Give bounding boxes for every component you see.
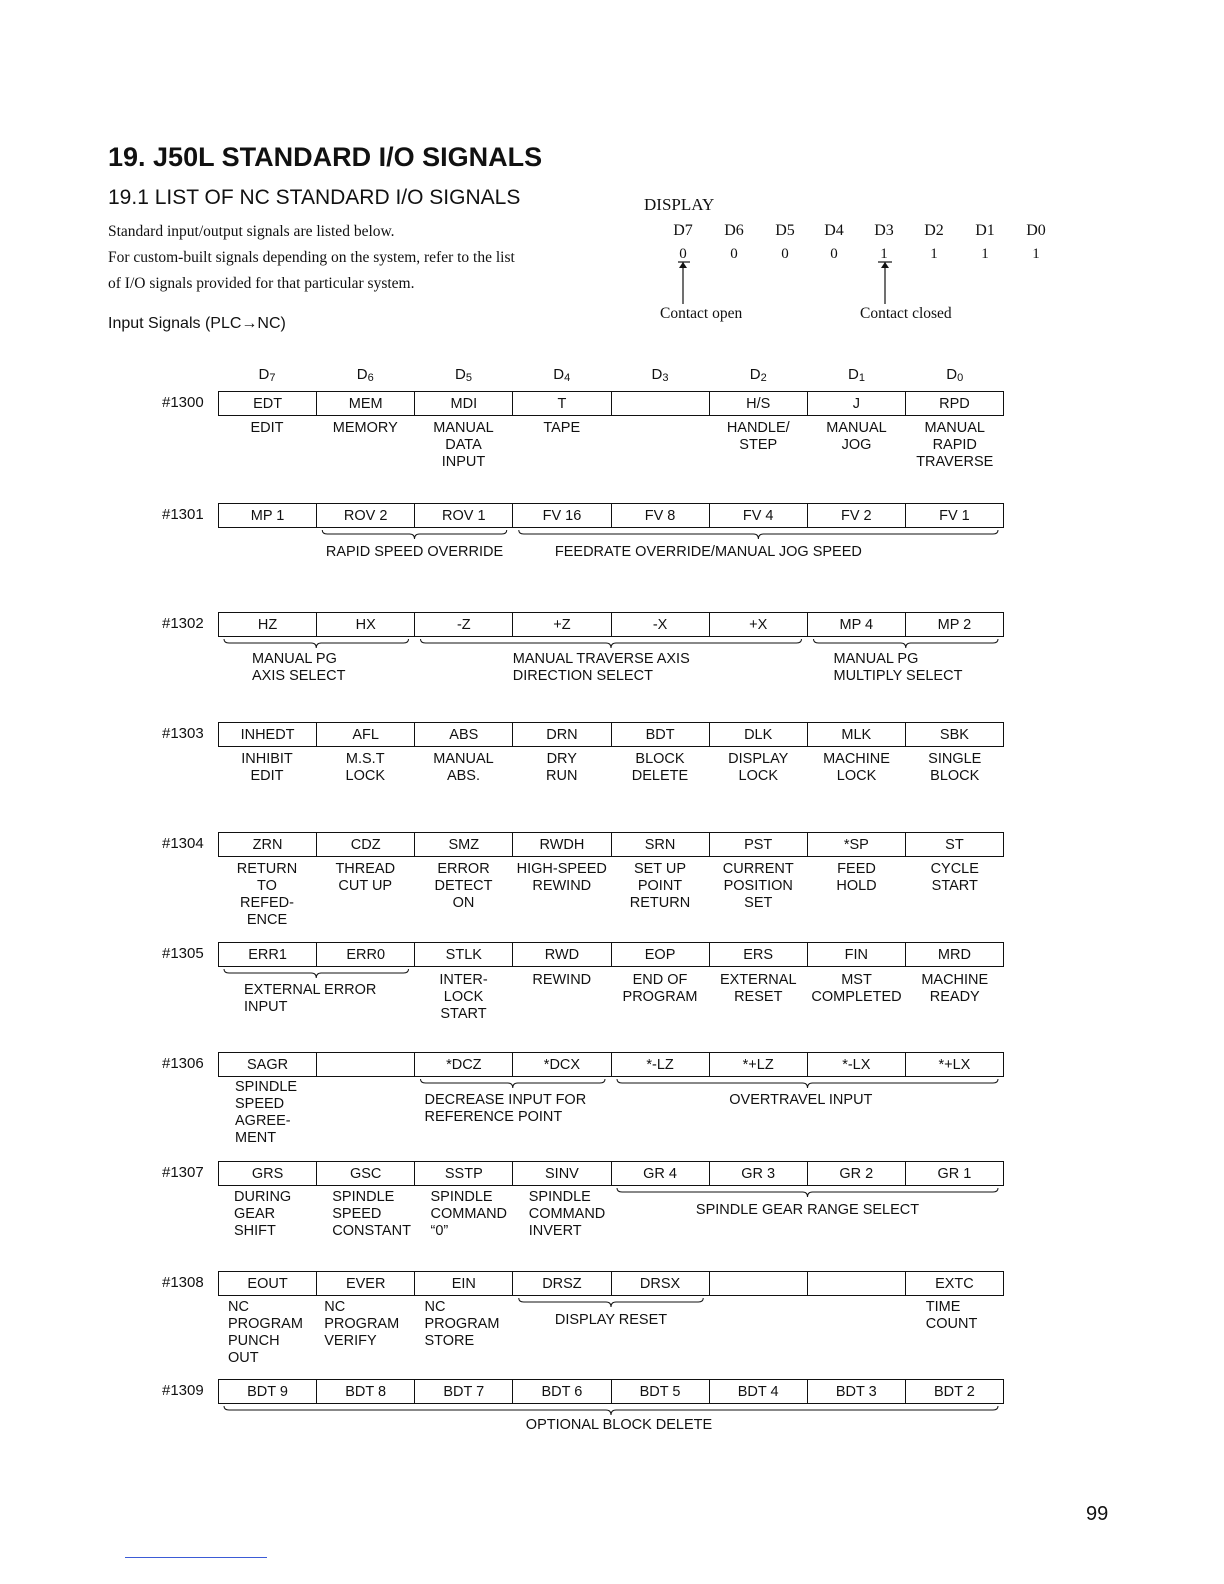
signal-cell: EVER xyxy=(316,1272,414,1295)
signal-cell: SMZ xyxy=(414,833,512,856)
group-label: DISPLAY RESET xyxy=(554,1312,668,1328)
signal-cell: MP 2 xyxy=(905,613,1003,636)
signal-cell: *DCZ xyxy=(414,1053,512,1076)
register-address: #1308 xyxy=(162,1274,204,1291)
display-bit-label: D5 xyxy=(775,222,795,239)
display-bit-label: D6 xyxy=(724,222,744,239)
display-bit-value: 0 xyxy=(679,246,687,262)
register-address: #1309 xyxy=(162,1382,204,1399)
bit-header: $D_0$ xyxy=(946,366,964,384)
group-brace xyxy=(0,1298,1224,1310)
signal-description: SPINDLE SPEED AGREE- MENT xyxy=(235,1079,298,1146)
signal-cell: +Z xyxy=(512,613,610,636)
footer-rule xyxy=(125,1557,267,1558)
register-address: #1305 xyxy=(162,945,204,962)
signal-description: SET UP POINT RETURN xyxy=(629,861,691,911)
signal-cell: EXTC xyxy=(905,1272,1003,1295)
signal-description: SPINDLE COMMAND “0” xyxy=(430,1189,508,1239)
signal-description: MEMORY xyxy=(332,420,398,436)
signal-cell: DRSZ xyxy=(512,1272,610,1295)
signal-cell: SBK xyxy=(905,723,1003,746)
display-bit-label: D2 xyxy=(924,222,944,239)
signal-description: REWIND xyxy=(532,972,592,988)
signal-cell: DRSX xyxy=(611,1272,709,1295)
signal-cell: BDT 6 xyxy=(512,1380,610,1403)
display-bit-value: 1 xyxy=(930,246,938,262)
signal-description: RETURN TO REFED- ENCE xyxy=(236,861,298,928)
signal-cell: MP 1 xyxy=(250,507,285,524)
register-row xyxy=(218,391,1004,416)
signal-description: MANUAL ABS. xyxy=(433,751,494,784)
group-label: MANUAL TRAVERSE AXIS DIRECTION SELECT xyxy=(512,651,690,684)
signal-description: MANUAL DATA INPUT xyxy=(433,420,494,470)
register-row xyxy=(218,722,1004,747)
bit-header: $D_5$ xyxy=(455,366,472,384)
signal-description: MANUAL RAPID TRAVERSE xyxy=(916,420,994,470)
signal-cell: GR 1 xyxy=(905,1162,1003,1185)
group-label: MANUAL PG AXIS SELECT xyxy=(252,651,346,684)
signal-description: HANDLE/ STEP xyxy=(726,420,790,453)
page-title: 19. J50L STANDARD I/O SIGNALS xyxy=(108,142,543,172)
signal-cell: EDT xyxy=(253,395,283,412)
signal-cell: CDZ xyxy=(316,833,414,856)
register-row xyxy=(218,1052,1004,1077)
signal-description: MST COMPLETED xyxy=(811,972,902,1005)
signal-cell: MP 4 xyxy=(807,613,905,636)
signal-cell: DLK xyxy=(709,723,807,746)
bit-header: $D_1$ xyxy=(848,366,865,384)
signal-cell xyxy=(807,1272,905,1295)
register-address: #1300 xyxy=(162,394,204,411)
signal-cell: GR 2 xyxy=(807,1162,905,1185)
signal-cell: MEM xyxy=(316,392,414,415)
bit-header: $D_3$ xyxy=(651,366,669,384)
group-label: OVERTRAVEL INPUT xyxy=(729,1092,873,1108)
group-brace xyxy=(0,530,1224,542)
signal-description: EDIT xyxy=(250,420,284,436)
signal-description: THREAD CUT UP xyxy=(335,861,396,894)
register-row xyxy=(218,832,1004,857)
signal-cell: ST xyxy=(905,833,1003,856)
intro-line-3: of I/O signals provided for that particular system. xyxy=(108,275,415,292)
signal-cell: MDI xyxy=(414,392,512,415)
signal-description: M.S.T LOCK xyxy=(345,751,385,784)
group-label: DECREASE INPUT FOR REFERENCE POINT xyxy=(424,1092,587,1125)
signal-description: DURING GEAR SHIFT xyxy=(234,1189,292,1239)
signal-description: SINGLE BLOCK xyxy=(928,751,982,784)
bit-header: $D_4$ xyxy=(553,366,571,384)
display-bit-value: 1 xyxy=(880,246,888,262)
register-row xyxy=(218,1271,1004,1296)
register-row xyxy=(218,612,1004,637)
signal-cell: SSTP xyxy=(414,1162,512,1185)
display-bit-value: 0 xyxy=(730,246,738,262)
signal-description: DISPLAY LOCK xyxy=(728,751,789,784)
register-row xyxy=(218,1379,1004,1404)
display-bit-value: 0 xyxy=(830,246,838,262)
signal-cell: PST xyxy=(709,833,807,856)
register-address: #1304 xyxy=(162,835,204,852)
contact-open-label: Contact open xyxy=(660,305,743,322)
signal-cell: BDT 8 xyxy=(316,1380,414,1403)
signal-cell: RWDH xyxy=(512,833,610,856)
signal-cell: BDT 5 xyxy=(611,1380,709,1403)
signal-cell: BDT 7 xyxy=(414,1380,512,1403)
signal-cell: T xyxy=(512,392,610,415)
signal-cell: J xyxy=(807,392,905,415)
signal-description: SPINDLE COMMAND INVERT xyxy=(528,1189,606,1239)
display-bit-label: D3 xyxy=(874,222,894,239)
signal-cell: -Z xyxy=(414,613,512,636)
signal-cell xyxy=(611,392,709,415)
display-bit-value: 1 xyxy=(981,246,989,262)
signal-description: DRY RUN xyxy=(546,751,578,784)
signal-cell: *-LX xyxy=(807,1053,905,1076)
signal-description: EXTERNAL RESET xyxy=(719,972,797,1005)
signal-cell: RPD xyxy=(905,392,1003,415)
display-bit-label: D1 xyxy=(975,222,995,239)
page-number: 99 xyxy=(1086,1503,1109,1525)
signal-description: CYCLE START xyxy=(930,861,979,894)
signal-description: MACHINE READY xyxy=(921,972,989,1005)
signal-description: INTER- LOCK START xyxy=(439,972,488,1022)
register-address: #1302 xyxy=(162,615,204,632)
signal-description: ERROR DETECT ON xyxy=(434,861,493,911)
register-row xyxy=(218,942,1004,967)
signal-cell: ROV 2 xyxy=(316,504,414,527)
signal-cell: STLK xyxy=(414,943,512,966)
signal-cell: MLK xyxy=(807,723,905,746)
signal-cell: FV 4 xyxy=(709,504,807,527)
display-bit-label: D7 xyxy=(673,222,693,239)
intro-line-2: For custom-built signals depending on the system, refer to the list xyxy=(108,249,515,266)
signal-cell: FIN xyxy=(807,943,905,966)
group-label: SPINDLE GEAR RANGE SELECT xyxy=(695,1202,920,1218)
signal-cell: ERR1 xyxy=(248,946,287,963)
group-label: OPTIONAL BLOCK DELETE xyxy=(525,1417,713,1433)
signal-cell: EOUT xyxy=(247,1275,288,1292)
bit-header: $D_2$ xyxy=(749,366,767,384)
signal-description: NC PROGRAM VERIFY xyxy=(324,1299,400,1349)
signal-cell: BDT 2 xyxy=(905,1380,1003,1403)
signal-description: NC PROGRAM STORE xyxy=(424,1299,500,1349)
group-brace xyxy=(0,639,1224,651)
signal-cell: DRN xyxy=(512,723,610,746)
signal-description: INHIBIT EDIT xyxy=(241,751,293,784)
signal-cell: FV 8 xyxy=(611,504,709,527)
signal-cell: *+LZ xyxy=(709,1053,807,1076)
signal-cell: ABS xyxy=(414,723,512,746)
signal-cell: *-LZ xyxy=(611,1053,709,1076)
signal-cell: BDT 4 xyxy=(709,1380,807,1403)
signal-cell: GR 4 xyxy=(611,1162,709,1185)
display-title: DISPLAY xyxy=(644,195,715,214)
display-contact-diagram xyxy=(0,0,1224,330)
signal-cell: SRN xyxy=(611,833,709,856)
signal-cell: HZ xyxy=(257,616,278,633)
signal-cell xyxy=(709,1272,807,1295)
group-label: RAPID SPEED OVERRIDE xyxy=(325,544,504,560)
signal-cell: GSC xyxy=(316,1162,414,1185)
signal-cell: +X xyxy=(709,613,807,636)
register-address: #1307 xyxy=(162,1164,204,1181)
register-address: #1306 xyxy=(162,1055,204,1072)
signal-cell: BDT xyxy=(611,723,709,746)
signal-cell xyxy=(316,1053,414,1076)
register-row xyxy=(218,503,1004,528)
group-label: FEEDRATE OVERRIDE/MANUAL JOG SPEED xyxy=(554,544,862,560)
group-label: EXTERNAL ERROR INPUT xyxy=(244,982,377,1015)
signal-cell: *+LX xyxy=(905,1053,1003,1076)
signal-cell: INHEDT xyxy=(240,726,295,743)
signal-cell: SAGR xyxy=(247,1056,289,1073)
signal-description: NC PROGRAM PUNCH OUT xyxy=(228,1299,303,1366)
signal-cell: *DCX xyxy=(512,1053,610,1076)
signal-description: MACHINE LOCK xyxy=(823,751,890,784)
display-bit-value: 1 xyxy=(1032,246,1040,262)
signal-cell: H/S xyxy=(709,392,807,415)
bit-header: $D_6$ xyxy=(356,366,374,384)
input-signals-label: Input Signals (PLC→NC) xyxy=(108,315,286,332)
signal-description: SPINDLE SPEED CONSTANT xyxy=(332,1189,411,1239)
intro-line-1: Standard input/output signals are listed below. xyxy=(108,223,395,240)
signal-description: BLOCK DELETE xyxy=(631,751,689,784)
signal-cell: BDT 9 xyxy=(247,1383,288,1400)
signal-cell: BDT 3 xyxy=(807,1380,905,1403)
signal-cell: *SP xyxy=(807,833,905,856)
register-row xyxy=(218,1161,1004,1186)
signal-cell: GRS xyxy=(251,1165,284,1182)
signal-description: CURRENT POSITION SET xyxy=(722,861,794,911)
signal-cell: SINV xyxy=(512,1162,610,1185)
signal-cell: FV 2 xyxy=(807,504,905,527)
signal-cell: ERS xyxy=(709,943,807,966)
contact-closed-label: Contact closed xyxy=(860,305,952,322)
signal-description: MANUAL JOG xyxy=(826,420,887,453)
section-title: 19.1 LIST OF NC STANDARD I/O SIGNALS xyxy=(108,186,521,209)
signal-description: FEED HOLD xyxy=(836,861,877,894)
signal-cell: ROV 1 xyxy=(414,504,512,527)
signal-cell: HX xyxy=(316,613,414,636)
signal-cell: GR 3 xyxy=(709,1162,807,1185)
signal-description: TIME COUNT xyxy=(925,1299,978,1332)
display-bit-label: D4 xyxy=(824,222,844,239)
register-address: #1301 xyxy=(162,506,204,523)
register-address: #1303 xyxy=(162,725,204,742)
display-bit-value: 0 xyxy=(781,246,789,262)
group-brace xyxy=(0,1188,1224,1200)
signal-cell: EIN xyxy=(414,1272,512,1295)
group-brace xyxy=(0,1079,1224,1091)
signal-cell: RWD xyxy=(512,943,610,966)
group-brace xyxy=(0,969,1224,981)
signal-cell: ERR0 xyxy=(316,943,414,966)
signal-description: TAPE xyxy=(543,420,581,436)
signal-cell: ZRN xyxy=(252,836,283,853)
signal-description: HIGH-SPEED REWIND xyxy=(516,861,607,894)
display-bit-label: D0 xyxy=(1026,222,1046,239)
signal-description: END OF PROGRAM xyxy=(622,972,698,1005)
signal-cell: FV 16 xyxy=(512,504,610,527)
signal-cell: AFL xyxy=(316,723,414,746)
signal-cell: -X xyxy=(611,613,709,636)
signal-cell: MRD xyxy=(905,943,1003,966)
group-label: MANUAL PG MULTIPLY SELECT xyxy=(833,651,963,684)
bit-header: $D_7$ xyxy=(258,366,276,384)
signal-cell: EOP xyxy=(611,943,709,966)
signal-cell: FV 1 xyxy=(905,504,1003,527)
